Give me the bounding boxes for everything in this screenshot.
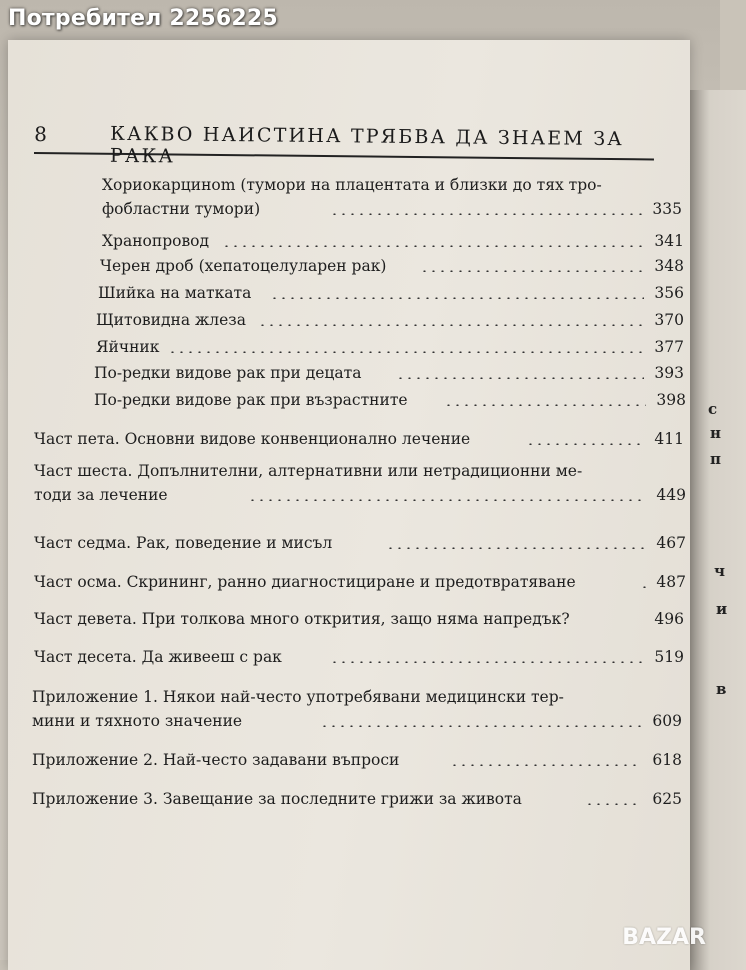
toc-entry-title: Част шеста. Допълнителни, алтернативни или нетрадиционни ме- (34, 462, 583, 480)
bazar-logo: BAZAR (622, 925, 706, 950)
toc-page-number: 356 (654, 284, 684, 302)
toc-page-number: 335 (652, 200, 682, 218)
dot-leader (270, 297, 644, 299)
toc-page-number: 370 (654, 311, 684, 329)
dot-leader (640, 586, 646, 588)
toc-entry (34, 648, 684, 670)
running-title: КАКВО НАИСТИНА ТРЯБВА ДА ЗНАЕМ ЗА РАКА (109, 122, 625, 168)
dot-leader (386, 547, 646, 549)
toc-page-number: 487 (656, 573, 686, 591)
toc-entry (96, 338, 684, 360)
toc-entry-title: Част девета. При толкова много открития, защо няма напредък? (34, 610, 570, 628)
toc-entry-title-continued: мини и тяхното значение (32, 712, 243, 730)
toc-page-number: 625 (652, 790, 682, 808)
adjacent-letter: п (710, 450, 721, 468)
toc-page-number: 519 (654, 648, 684, 666)
dot-leader (585, 803, 642, 805)
toc-entry-title: Част пета. Основни видове конвенционално лечение (34, 430, 471, 448)
toc-entry (94, 391, 686, 413)
adjacent-letter: н (710, 424, 721, 442)
toc-entry-title: Хранопровод (102, 232, 210, 250)
toc-entry (32, 790, 682, 812)
dot-leader (320, 725, 642, 727)
adjacent-letter: и (716, 600, 728, 618)
toc-entry (94, 364, 684, 386)
adjacent-letter: с (708, 400, 718, 418)
dot-leader (248, 499, 646, 501)
toc-entry-title: Яйчник (96, 338, 160, 356)
toc-entry (34, 573, 686, 595)
toc-page-number: 467 (656, 534, 686, 552)
page-number: 8 (34, 122, 48, 147)
toc-entry (34, 534, 686, 556)
toc-entry-title: Хориокарциноm (тумори на плацентата и близки до тях тро- (102, 176, 602, 194)
toc-entry (100, 257, 684, 279)
adjacent-letter: в (716, 680, 727, 698)
adjacent-letter: ч (714, 562, 725, 580)
dot-leader (420, 270, 644, 272)
dot-leader (258, 324, 644, 326)
toc-entry-title: По-редки видове рак при децата (94, 364, 362, 382)
dot-leader (396, 377, 644, 379)
toc-entry-title: Част седма. Рак, поведение и мисъл (34, 534, 333, 552)
page-header (34, 118, 654, 168)
toc-page-number: 341 (654, 232, 684, 250)
user-watermark: Потребител 2256225 (8, 6, 278, 31)
toc-page-number: 393 (654, 364, 684, 382)
toc-page-number: 348 (654, 257, 684, 275)
dot-leader (222, 245, 644, 247)
toc-entry-title: Приложение 2. Най-често задавани въпроси (32, 751, 400, 769)
toc-entry (34, 430, 684, 452)
toc-entry-title: Черен дроб (хепатоцелуларен рак) (100, 257, 387, 275)
toc-entry-title: Приложение 3. Завещание за последните грижи за живота (32, 790, 522, 808)
toc-entry (34, 610, 684, 632)
dot-leader (330, 213, 642, 215)
toc-entry-title: По-редки видове рак при възрастните (94, 391, 408, 409)
toc-page-number: 377 (654, 338, 684, 356)
toc-entry-title: Щитовидна жлеза (96, 311, 246, 329)
toc-entry-title-continued: фобластни тумори) (102, 200, 261, 218)
toc-entry (102, 176, 682, 224)
toc-entry (34, 462, 686, 510)
toc-entry (32, 751, 682, 773)
dot-leader (450, 764, 642, 766)
toc-page-number: 449 (656, 486, 686, 504)
dot-leader (444, 404, 646, 406)
toc-page-number: 398 (656, 391, 686, 409)
toc-page-number: 609 (652, 712, 682, 730)
adjacent-page (686, 90, 746, 970)
toc-entry (96, 311, 684, 333)
toc-entry (98, 284, 684, 306)
toc-entry (102, 232, 684, 254)
toc-entry-title-continued: тоди за лечение (34, 486, 168, 504)
toc-entry-title: Шийка на матката (98, 284, 252, 302)
dot-leader (526, 443, 644, 445)
toc-page-number: 411 (654, 430, 684, 448)
dot-leader (330, 661, 644, 663)
toc-page-number: 618 (652, 751, 682, 769)
dot-leader (168, 351, 644, 353)
toc-entry-title: Част осма. Скрининг, ранно диагностициране и предотвратяване (34, 573, 576, 591)
toc-entry (32, 688, 682, 736)
toc-entry-title: Приложение 1. Някои най-често употребявани медицински тер- (32, 688, 564, 706)
toc-entry-title: Част десета. Да живееш с рак (34, 648, 282, 666)
toc-page-number: 496 (654, 610, 684, 628)
